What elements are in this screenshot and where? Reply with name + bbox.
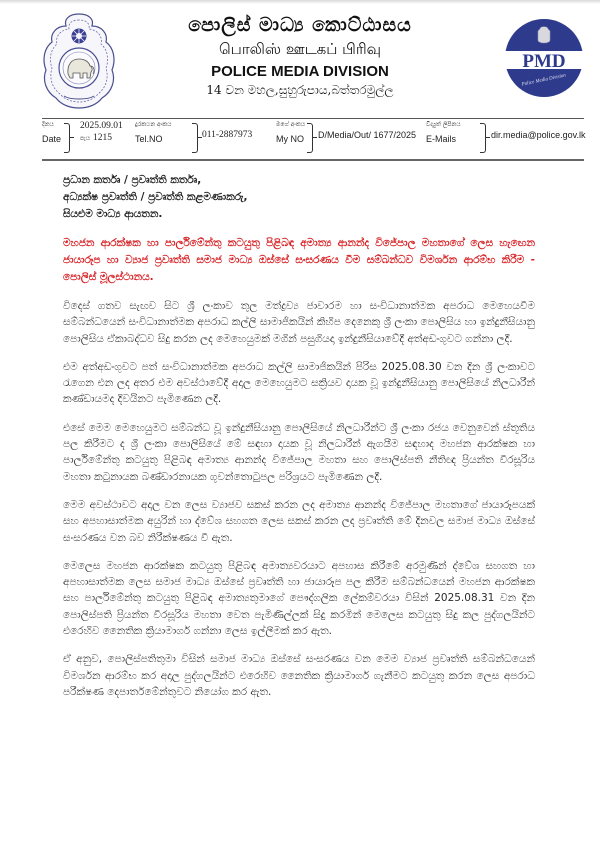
headline: මහජන ආරක්ෂක හා පාර්ලිමේන්තු කටයුතු පිළිබඳ අමාත්‍ය ආනන්ද විජේපාල මහතාගේ ලෙස හැඟෙන ජායාරූප හා ව්‍යාජ ප්‍රවෘත්ති සමාජ මාධ්‍ය ඔස්සේ සංසරණය වීම සම්බන්ධව විමර්ශන ආරම්භ කිරීම - පොලිස් මූලස්ථානය. <box>63 237 535 283</box>
svg-text:Police Media Division: Police Media Division <box>521 73 567 88</box>
address: 14 වන මහල,සුහුරුපාය,බත්තරමුල්ල <box>206 83 394 97</box>
addressee-line: ප්‍රධාන කර්තෘ / ප්‍රවෘත්ති කර්තෘ, <box>63 174 202 186</box>
paragraph: විදෙස් ගතව සැඟව සිට ශ්‍රී ලංකාව තුල මත්ද්‍රව්‍ය ජාවාරම හා සංවිධානාත්මක අපරාධ මෙහෙයවීම සම්බන්ධයෙන් සංවිධානාත්මක අපරාධ කල්ලි සාමාජිකයින් කිහිප දෙනෙකු ශ්‍රී ලංකා පොලිසිය හා ඉන්දුනීසියානු පොලිසිය ඒකාබද්ධව සිදු කරන ලද මෙහෙයුමක් මගින් පසුගියදා ඉන්දුනීසියාවේදී අත්අඩංගුවට ගන්නා ලදී. <box>63 300 535 345</box>
email-value[interactable]: dir.media@police.gov.lk <box>491 130 586 140</box>
date-brace <box>64 123 70 153</box>
pmd-logo-icon <box>504 18 584 98</box>
letterhead-titles <box>150 14 450 98</box>
letter-body <box>63 172 535 700</box>
myno-label: මගේ අංකය My NO <box>276 121 306 144</box>
email-label: විද්‍යුත් ලිපිනය E-Mails <box>426 121 461 144</box>
paragraph: මෙම අවස්ථාවට අදාල වන ලෙස ව්‍යාජව සකස් කරන ලද අමාත්‍ය ආනන්ද විජේපාල මහතාගේ ජායාරූපයක් සහ අපහාසාත්මක අයුරින් හා ද්වේශ සහගත ලෙස සකස් කරන ලද ප්‍රවෘත්ති මේ දිනවල සමාජ මාධ්‍ය ඔස්සේ සංසරණය වන බව නිරීක්ෂණය වී ඇත. <box>63 498 535 544</box>
date-value: 2025.09.01 පැය 1215 <box>80 121 123 143</box>
addressee-line: සියළුම මාධ්‍ය ආයතන. <box>63 208 163 220</box>
police-emblem-icon <box>38 10 120 110</box>
info-row-rule <box>42 159 584 161</box>
paragraph: එම අත්අඩංගුවට පත් සංවිධානාත්මක අපරාධ කල්ලි සාමාජිකයින් පිරිස 2025.08.30 වන දින ශ්‍රී ලංකාවට රැගෙන එන ලද අතර එම අවස්ථාවේදී අදාල මෙහෙයුමට සක්‍රියව දායක වූ ඉන්දුනීසියානු පොලිසියේ නිලධාරීන් කණ්ඩායමද දිවයිනට පැමිණෙන ලදී. <box>63 360 535 406</box>
addressees <box>63 172 535 223</box>
myno-brace <box>307 123 313 153</box>
paragraph: ඒ අනුව, පොලිස්පතිතුමා විසින් සමාජ මාධ්‍ය ඔස්සේ සංසරණය වන මෙම ව්‍යාජ ප්‍රවෘත්ති සම්බන්ධයෙන් විමර්ශන ආරම්භ කර අදාල පුද්ගලයින්ට එරෙහිව නෛතික ක්‍රියාමාර්ග ගැනීමට කටයුතු කරන ලෙස අපරාධ පරීක්ෂණ දෙපාර්තමේන්තුවට නියෝග කර ඇත. <box>63 653 535 698</box>
header-rule <box>42 118 584 119</box>
addressee-line: අධ්‍යක්ෂ ප්‍රවෘත්ති / ප්‍රවෘත්ති කළමණාකරු, <box>63 191 248 203</box>
email-brace <box>480 123 486 153</box>
tel-label: දුරකථන අංකය Tel.NO <box>135 121 172 144</box>
pmd-logo-text: PMD <box>522 51 566 72</box>
reference-info-row <box>42 121 592 157</box>
tel-brace <box>192 123 198 153</box>
title-english: POLICE MEDIA DIVISION <box>211 63 389 80</box>
paragraph: මෙලෙස මහජන ආරක්ෂක කටයුතු පිළිබඳ අමාත්‍යවරයාට අපහාස කිරීමේ අරමුණින් ද්වේශ සහගත හා අපහාසාත්මක ලෙස සමාජ මාධ්‍ය ඔස්සේ ප්‍රවෘත්ති හා ජායාරූප පල කිරීම සම්බන්ධයෙන් මහජන ආරක්ෂක සහ පාර්ලිමේන්තු කටයුතු පිළිබඳ අමාත්‍යතුමාගේ පෞද්ගලික ලේකම්වරයා විසින් 2025.08.31 වන දින පොලිස්පති ප්‍රියන්ත වීරසූරිය මහතා වෙත පැමිණිල්ලක් සිදු කරමින් මෙලෙස කටයුතු සිදු කල පුද්ගලයින්ට එරෙහිව නෛතික ක්‍රියාමාර්ග ගන්නා ලෙස ඉල්ලීමක් කර ඇත. <box>63 559 535 638</box>
myno-value: D/Media/Out/ 1677/2025 <box>318 130 417 140</box>
title-tamil: பொலிஸ் ஊடகப் பிரிவு <box>218 40 381 58</box>
title-sinhala: පොලිස් මාධ්‍ය කොට්ඨාසය <box>188 14 412 36</box>
letterhead <box>0 0 600 118</box>
date-label: දිනය Date <box>42 121 62 144</box>
tel-value: 011-2887973 <box>202 130 253 140</box>
paragraph: එසේ මෙම මෙහෙයුමට සම්බන්ධ වූ ඉන්දුනීසියානු පොලිසියේ නිලධාරීන්ට ශ්‍රී ලංකා රජය වෙනුවෙන් ස්තූතිය පල කිරීමට ද ශ්‍රී ලංකා පොලිසියේ මේ සඳහා දායක වූ නිලධාරීන් ඇගයීම සඳහාද මහජන ආරක්ෂක හා පාර්ලිමේන්තු කටයුතු පිළිබඳ අමාත්‍ය ආනන්ද විජේපාල මහතා සහ පොලිස්පති නීතිඥ ප්‍රියන්ත වීරසූරිය මහතා කටුනායක බණ්ඩාරනායක ගුවන්තොටුපල පරිශ්‍රයට පැමිණෙන ලදී. <box>63 421 535 483</box>
